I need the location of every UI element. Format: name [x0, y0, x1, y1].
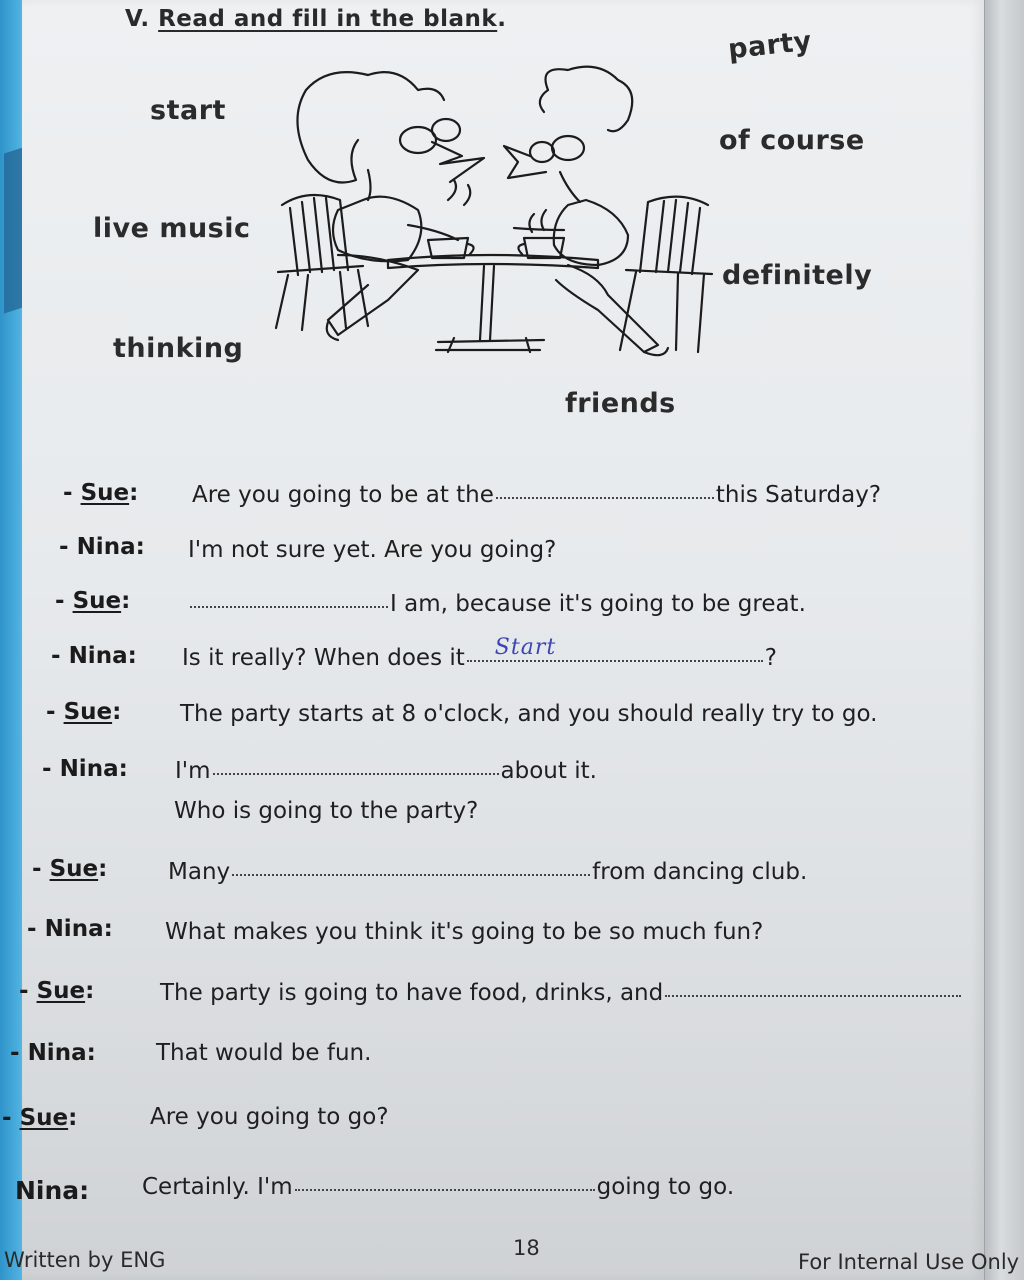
speaker-label: - Sue: [55, 588, 131, 614]
cafe-table [388, 255, 598, 352]
word-live-music: live music [93, 213, 251, 244]
blank-1[interactable] [496, 496, 714, 499]
dialogue-line-2: I'm not sure yet. Are you going? [188, 537, 557, 563]
blank-6[interactable] [665, 994, 961, 997]
speaker-label: Nina: [15, 1176, 90, 1205]
right-chair [620, 197, 712, 352]
word-friends: friends [565, 388, 676, 419]
word-of-course: of course [719, 125, 865, 156]
handwritten-answer: Start [494, 635, 557, 660]
dialogue-line-7: Many from dancing club. [168, 859, 808, 885]
footer-author: Written by ENG [4, 1248, 166, 1272]
dialogue-line-10: That would be fun. [156, 1040, 372, 1066]
right-woman [504, 67, 668, 356]
speaker-label: - Sue: [19, 978, 95, 1004]
title-period: . [497, 6, 507, 32]
dialogue-line-8: What makes you think it's going to be so much fun? [165, 919, 764, 945]
blank-5[interactable] [232, 873, 590, 876]
speaker-label: - Nina: [27, 916, 113, 942]
blank-7[interactable] [295, 1188, 595, 1191]
left-chair [276, 195, 368, 330]
dialogue-line-6b: Who is going to the party? [174, 798, 479, 824]
dialogue-line-3: I am, because it's going to be great. [188, 591, 806, 617]
speaker-label: - Sue: [63, 480, 139, 506]
speaker-label: - Nina: [42, 756, 128, 782]
dialogue-line-4: Is it really? When does it Start ? [182, 635, 778, 671]
speaker-label: - Sue: [32, 856, 108, 882]
dialogue-line-9: The party is going to have food, drinks, and [160, 980, 963, 1006]
dialogue-line-6: I'm about it. [175, 758, 597, 784]
dialogue-line-1: Are you going to be at the this Saturday? [192, 482, 882, 508]
left-woman [297, 72, 484, 340]
blank-4[interactable] [213, 772, 499, 775]
speaker-label: - Sue: [2, 1105, 78, 1131]
word-thinking: thinking [113, 333, 244, 364]
speaker-label: - Nina: [10, 1040, 96, 1066]
cafe-illustration [268, 60, 718, 370]
footer-usage-note: For Internal Use Only [798, 1250, 1020, 1274]
next-page-edge [984, 0, 1024, 1280]
dialogue-line-12: Certainly. I'm going to go. [142, 1174, 735, 1200]
exercise-number: V. [125, 6, 150, 32]
word-definitely: definitely [722, 260, 873, 291]
dialogue-line-5: The party starts at 8 o'clock, and you should really try to go. [180, 701, 878, 727]
exercise-instruction: Read and fill in the blank [158, 6, 498, 32]
blank-2[interactable] [190, 605, 388, 608]
exercise-title [125, 6, 506, 32]
dialogue-line-11: Are you going to go? [150, 1104, 389, 1130]
speaker-label: - Nina: [51, 643, 137, 669]
blank-3[interactable] [467, 635, 763, 662]
word-party: party [726, 25, 814, 66]
word-start: start [150, 95, 226, 126]
page-number: 18 [513, 1236, 540, 1260]
coffee-cups [428, 210, 564, 258]
speaker-label: - Nina: [59, 534, 145, 560]
speaker-label: - Sue: [46, 699, 122, 725]
